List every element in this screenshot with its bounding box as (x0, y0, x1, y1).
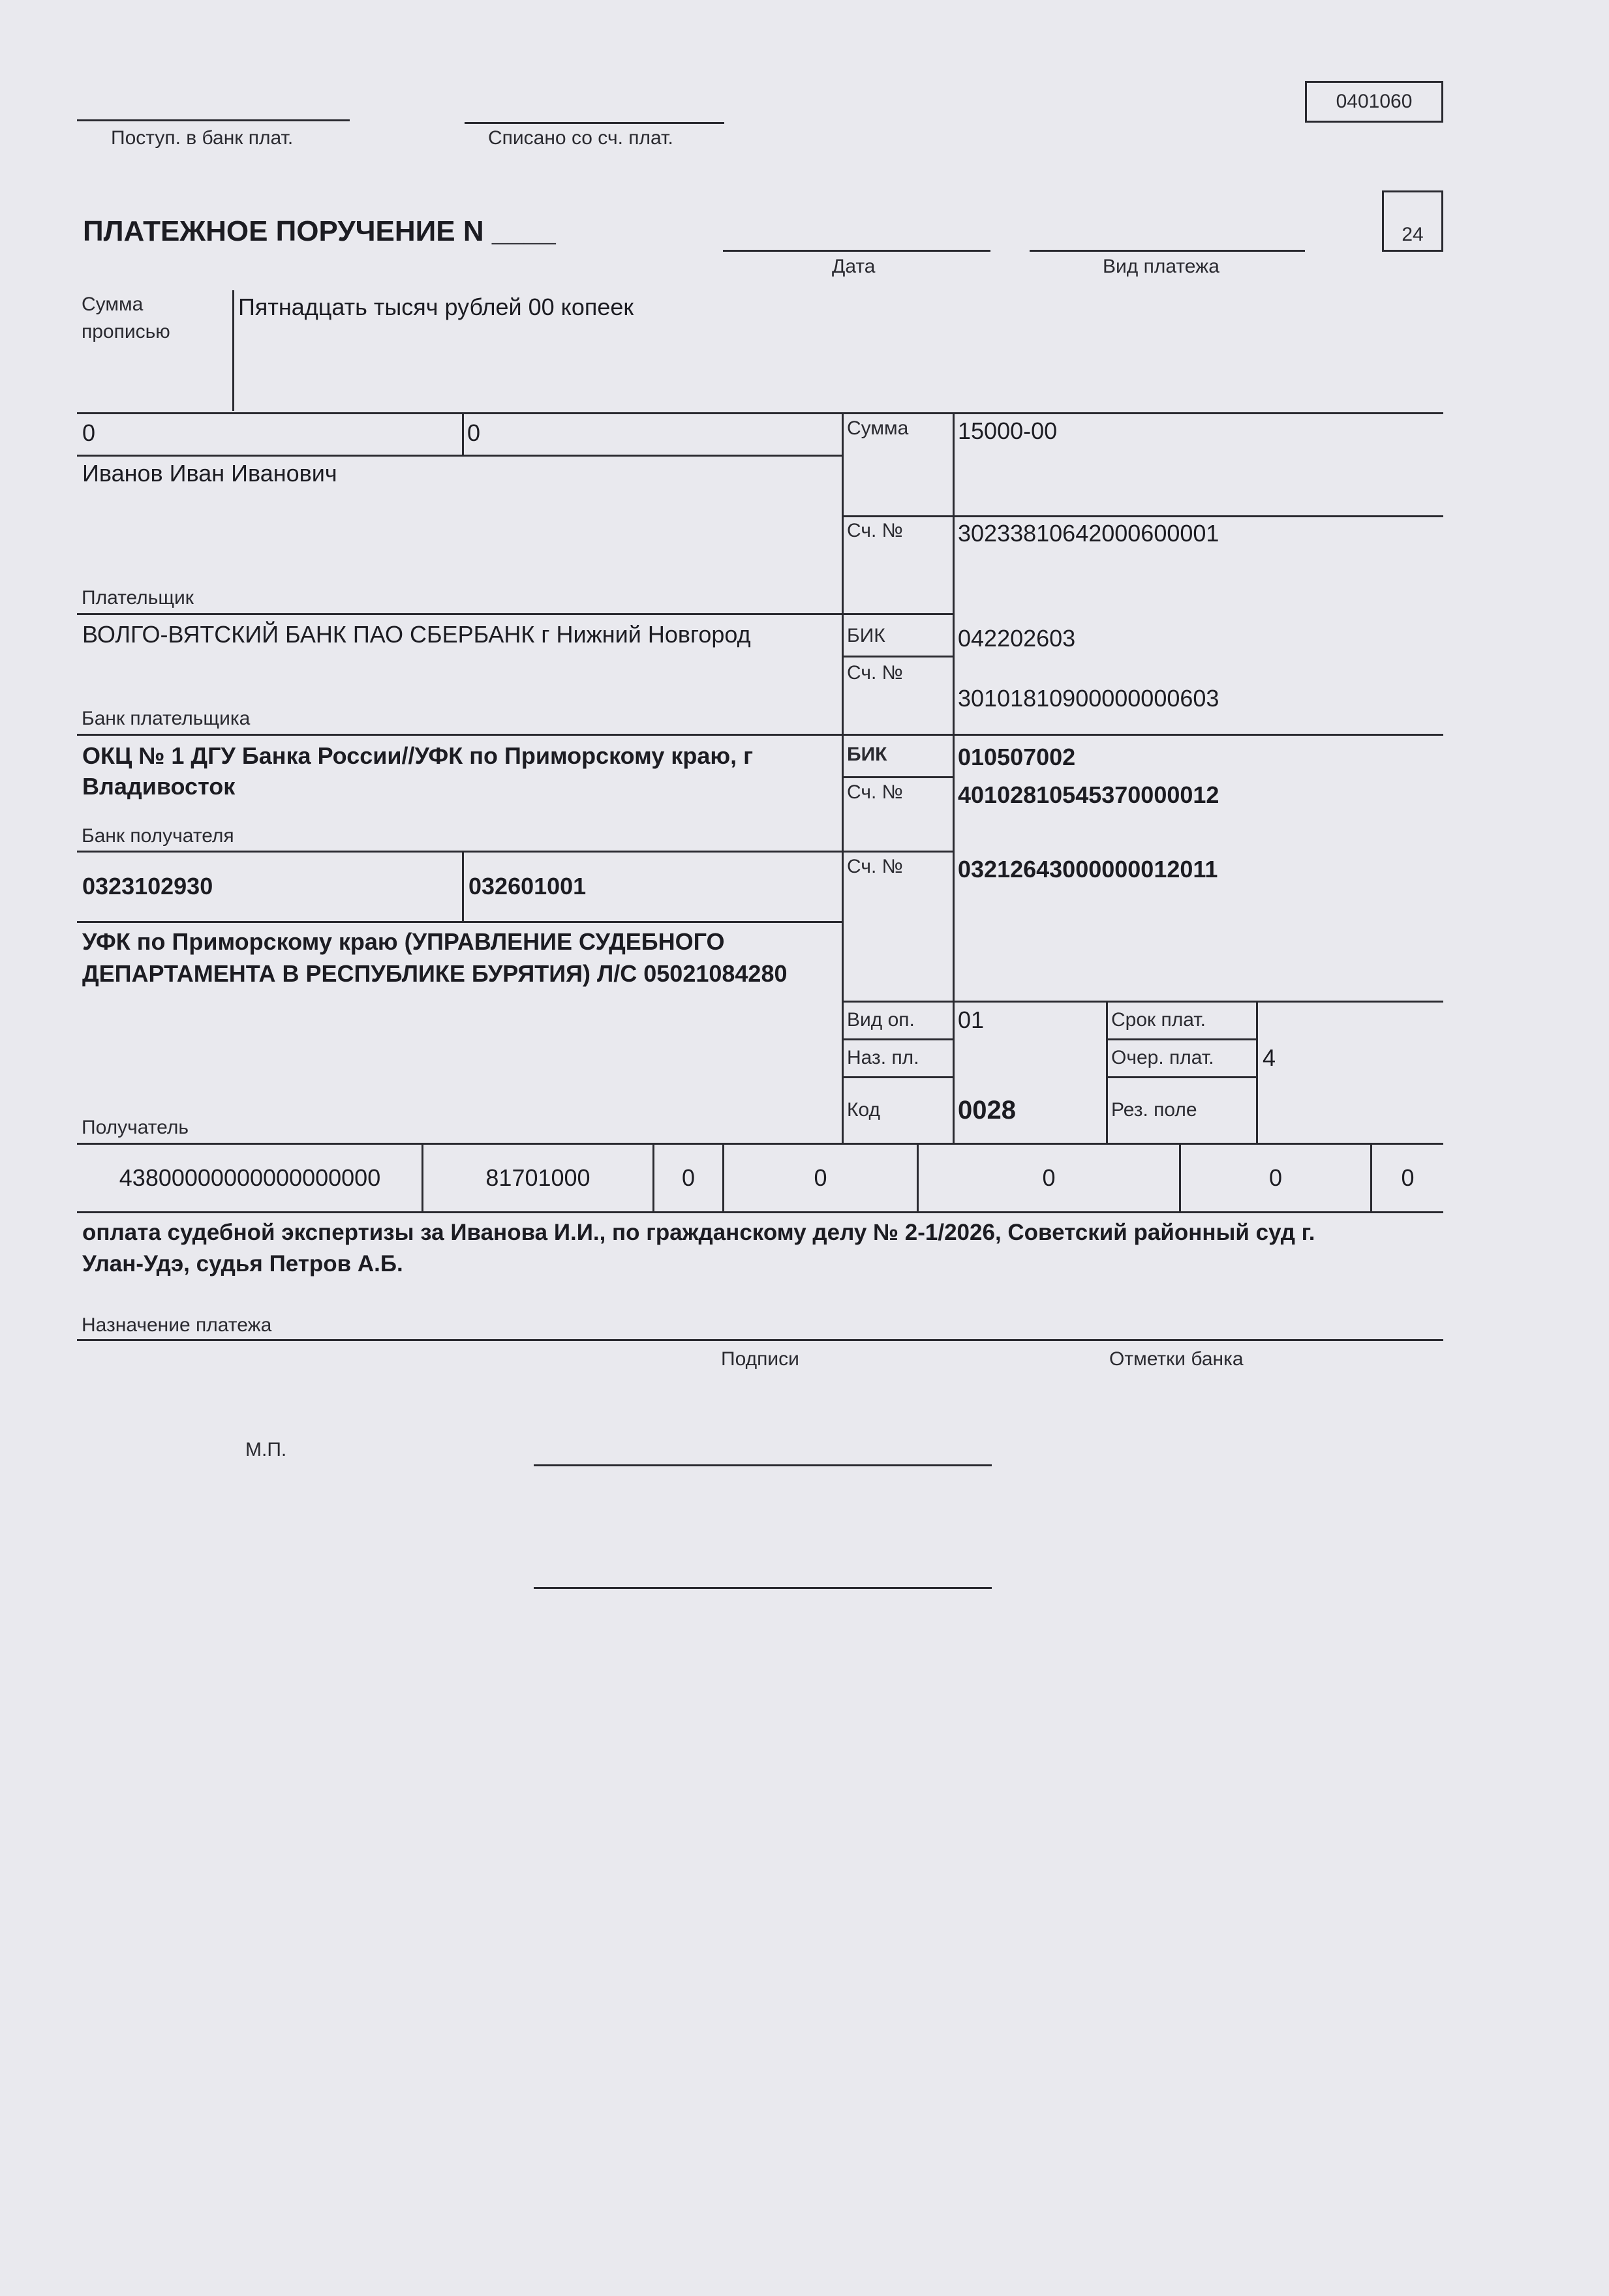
grid-line (1106, 1001, 1108, 1144)
payment-type-label: Вид платежа (1103, 256, 1219, 277)
oktmo: 81701000 (485, 1164, 590, 1191)
op-type-label: Вид оп. (847, 1009, 915, 1031)
recipient-label: Получатель (82, 1117, 189, 1138)
doc-number: 0 (1042, 1164, 1056, 1191)
payer-kpp: 0 (467, 419, 481, 446)
purpose-text-2: Улан-Удэ, судья Петров А.Б. (82, 1251, 403, 1276)
grid-line (842, 412, 844, 1144)
debited-line (465, 122, 724, 124)
grid-line (953, 515, 1443, 517)
payer-label: Плательщик (82, 587, 194, 609)
payer-bank-name: ВОЛГО-ВЯТСКИЙ БАНК ПАО СБЕРБАНК г Нижний Новгород (82, 621, 751, 648)
amount-words-divider (232, 290, 234, 411)
priority: 4 (1263, 1044, 1276, 1071)
payer-name: Иванов Иван Иванович (82, 460, 337, 487)
code: 0028 (958, 1096, 1016, 1125)
grid-line (77, 921, 842, 923)
tax-extra: 0 (1401, 1164, 1415, 1191)
grid-line (842, 656, 954, 657)
recipient-bank-label: Банк получателя (82, 825, 234, 847)
op-type: 01 (958, 1006, 985, 1033)
payer-bik-label: БИК (847, 625, 885, 646)
signatures-label: Подписи (721, 1348, 799, 1370)
grid-line (77, 734, 1443, 736)
recipient-name: УФК по Приморскому краю (УПРАВЛЕНИЕ СУДЕБНОГО (82, 928, 725, 955)
received-line (77, 119, 350, 121)
rec-bik-label: БИК (847, 744, 887, 765)
recipient-name-2: ДЕПАРТАМЕНТА В РЕСПУБЛИКЕ БУРЯТИЯ) Л/С 05021084280 (82, 960, 788, 987)
recipient-bank-name: ОКЦ № 1 ДГУ Банка России//УФК по Приморскому краю, г (82, 742, 754, 769)
form-code: 0401060 (1336, 91, 1413, 112)
grid-line (77, 1143, 1443, 1145)
grid-line (77, 455, 842, 457)
grid-line (1256, 1001, 1258, 1144)
term-label: Срок плат. (1111, 1009, 1206, 1031)
recipient-kpp: 032601001 (468, 873, 587, 899)
grid-line (842, 1038, 954, 1040)
priority-label: Очер. плат. (1111, 1047, 1214, 1068)
purpose-text: оплата судебной экспертизы за Иванова И.И., по гражданскому делу № 2-1/2026, Советский районный суд г. (82, 1220, 1315, 1245)
rec-corr-label: Сч. № (847, 781, 903, 803)
grid-line (842, 613, 954, 615)
bank-marks-label: Отметки банка (1109, 1348, 1244, 1370)
purpose-line (77, 1339, 1443, 1341)
rec-account-label: Сч. № (847, 856, 903, 877)
received-label: Поступ. в банк плат. (111, 127, 294, 149)
signature-line-2 (534, 1587, 992, 1589)
status-code: 24 (1402, 224, 1424, 245)
grid-line (842, 1001, 1443, 1003)
status-code-box (1382, 190, 1443, 252)
form-code-box (1305, 81, 1443, 123)
purpose-label: Назначение платежа (82, 1314, 272, 1336)
grid-line (1106, 1038, 1257, 1040)
grid-line (77, 1211, 1443, 1213)
grid-line (77, 613, 842, 615)
signature-line-1 (534, 1464, 992, 1466)
sum-label: Сумма (847, 417, 909, 439)
payer-inn: 0 (82, 419, 96, 446)
reserve-label: Рез. поле (1111, 1099, 1197, 1121)
rec-account: 03212643000000012011 (958, 856, 1218, 883)
grid-line (842, 851, 954, 853)
code-label: Код (847, 1099, 881, 1121)
payer-corr: 30101810900000000603 (958, 685, 1219, 712)
payer-bank-label: Банк плательщика (82, 708, 251, 729)
grid-line (1106, 1076, 1257, 1078)
grid-line (462, 851, 464, 922)
tax-period: 0 (814, 1164, 827, 1191)
payment-type-line (1030, 250, 1305, 252)
rec-bik: 010507002 (958, 744, 1076, 770)
grid-line (77, 412, 1443, 414)
tax-basis: 0 (681, 1164, 696, 1191)
amount-words-value: Пятнадцать тысяч рублей 00 копеек (238, 294, 634, 320)
amount-words-label-2: прописью (82, 321, 170, 342)
grid-line (842, 515, 954, 517)
amount-words-label: Сумма (82, 294, 144, 315)
recipient-inn: 0323102930 (82, 873, 213, 899)
payer-account: 30233810642000600001 (958, 520, 1219, 547)
grid-line (953, 412, 955, 1144)
payer-account-label: Сч. № (847, 520, 903, 541)
recipient-bank-name-2: Владивосток (82, 773, 236, 800)
page-title: ПЛАТЕЖНОЕ ПОРУЧЕНИЕ N ____ (83, 215, 556, 247)
grid-line (462, 412, 464, 457)
payer-corr-label: Сч. № (847, 662, 903, 684)
payer-bik: 042202603 (958, 625, 1076, 652)
stamp-label: М.П. (245, 1439, 287, 1460)
debited-label: Списано со сч. плат. (488, 127, 673, 149)
grid-line (77, 851, 842, 853)
doc-date: 0 (1268, 1164, 1283, 1191)
kbk: 43800000000000000000 (119, 1164, 381, 1191)
rec-corr: 40102810545370000012 (958, 781, 1219, 808)
date-line (723, 250, 990, 252)
grid-line (842, 776, 954, 778)
grid-line (842, 1076, 954, 1078)
purpose-code-label: Наз. пл. (847, 1047, 919, 1068)
date-label: Дата (832, 256, 876, 277)
sum-value: 15000-00 (958, 417, 1058, 444)
